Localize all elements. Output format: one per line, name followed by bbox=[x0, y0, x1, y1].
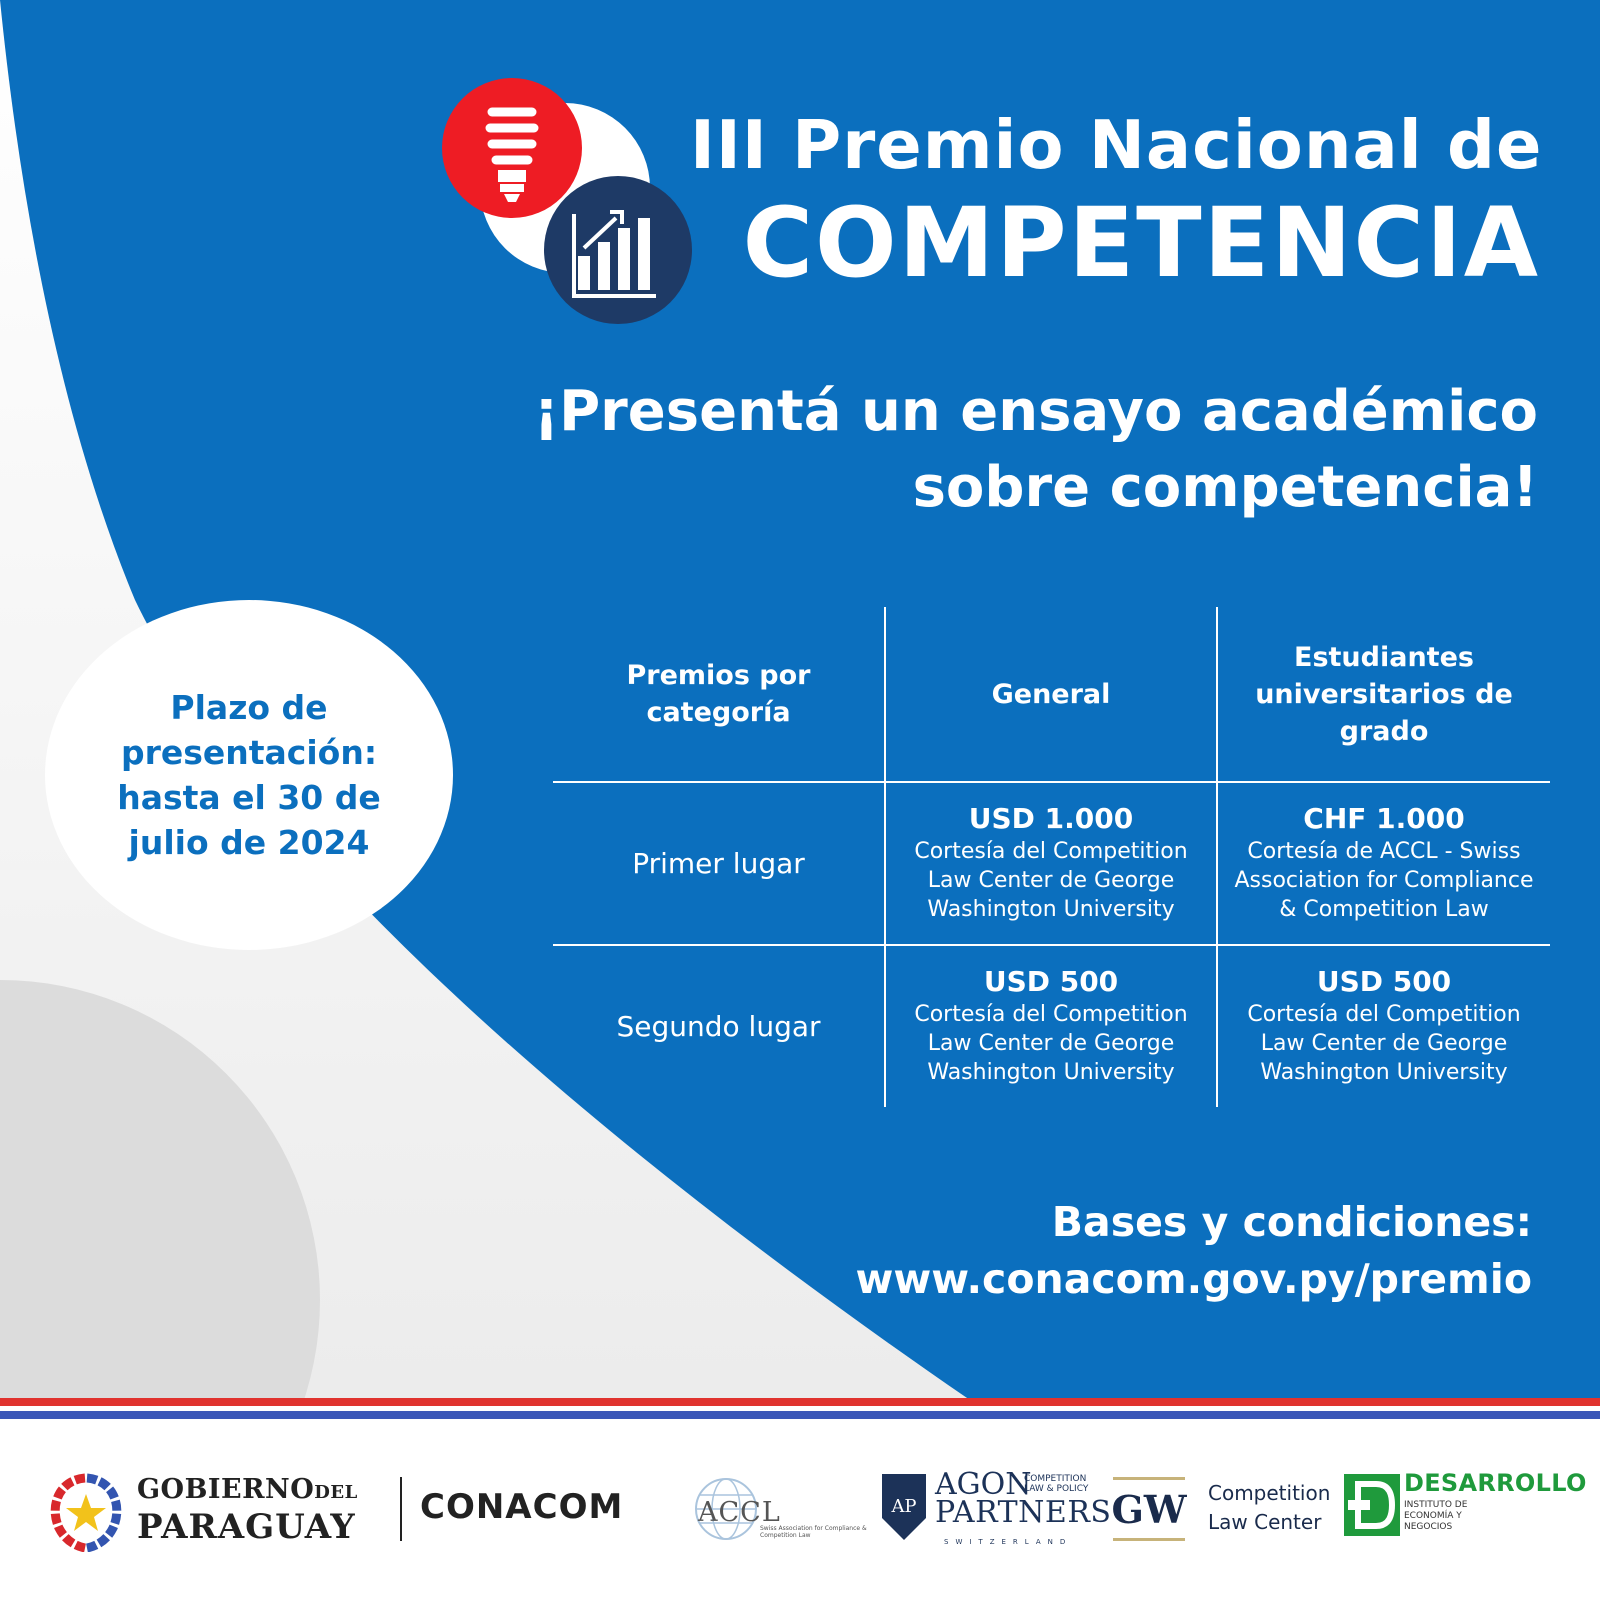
partners-name: PARTNERS bbox=[935, 1495, 1112, 1530]
bar-chart-icon bbox=[544, 176, 692, 324]
gw-text: GW bbox=[1111, 1486, 1187, 1532]
clc-line1: Competition bbox=[1208, 1481, 1331, 1505]
desarrollo-name: DESARROLLO bbox=[1404, 1469, 1587, 1497]
prize-sponsor: Cortesía de ACCL - Swiss Association for Compliance & Competition Law bbox=[1234, 839, 1534, 922]
sponsor-footer bbox=[0, 1419, 1600, 1600]
deadline-bubble bbox=[45, 600, 453, 950]
prize-amount: USD 500 bbox=[1316, 965, 1452, 998]
desarrollo-subtitle: INSTITUTO DE ECONOMÍA Y NEGOCIOS bbox=[1404, 1500, 1468, 1532]
conacom-logo: CONACOM bbox=[420, 1487, 624, 1527]
accl-logo bbox=[690, 1469, 867, 1549]
award-title-line1: III Premio Nacional de bbox=[690, 106, 1543, 184]
desarrollo-mark-icon bbox=[1344, 1474, 1400, 1536]
table-header-general bbox=[886, 607, 1216, 781]
prize-amount: CHF 1.000 bbox=[1303, 802, 1465, 835]
table-header-text: Estudiantes universitarios de grado bbox=[1255, 641, 1513, 747]
terms-info bbox=[760, 1194, 1532, 1308]
table-header-text: General bbox=[991, 678, 1111, 710]
row-label-text: Primer lugar bbox=[632, 846, 805, 880]
prize-amount: USD 1.000 bbox=[968, 802, 1134, 835]
competition-law-center-logo bbox=[1208, 1479, 1330, 1537]
del-word: DEL bbox=[314, 1482, 358, 1503]
agon-monogram: AP bbox=[891, 1496, 917, 1517]
table-row-label bbox=[553, 946, 884, 1107]
award-title-line2: COMPETENCIA bbox=[742, 187, 1540, 299]
lightbulb-icon bbox=[442, 78, 582, 218]
agon-country: SWITZERLAND bbox=[944, 1538, 1073, 1546]
paraguay-text: PARAGUAY bbox=[137, 1507, 356, 1547]
table-header-category bbox=[553, 607, 884, 781]
prize-amount: USD 500 bbox=[983, 965, 1119, 998]
table-row-label bbox=[553, 783, 884, 944]
call-to-action-line1: ¡Presentá un ensayo académico bbox=[533, 379, 1538, 444]
gobierno-word: GOBIERNO bbox=[137, 1474, 315, 1505]
table-header-text: Premios por categoría bbox=[626, 660, 811, 728]
shield-icon bbox=[882, 1474, 926, 1540]
agon-name: AGON bbox=[935, 1467, 1032, 1502]
clc-line2: Law Center bbox=[1208, 1510, 1322, 1534]
flag-stripe-red bbox=[0, 1398, 1600, 1406]
gobierno-text bbox=[137, 1474, 358, 1505]
desarrollo-logo bbox=[1344, 1469, 1587, 1544]
table-cell-prize bbox=[1218, 783, 1550, 944]
call-to-action bbox=[480, 374, 1538, 526]
prize-sponsor: Cortesía del Competition Law Center de George Washington University bbox=[914, 839, 1188, 922]
prize-sponsor: Cortesía del Competition Law Center de George Washington University bbox=[1247, 1002, 1521, 1085]
accl-name: ACCL bbox=[698, 1497, 781, 1528]
award-logo-mark bbox=[440, 78, 700, 328]
prize-table bbox=[553, 607, 1550, 1107]
agon-partners-logo bbox=[882, 1467, 1112, 1554]
national-seal-icon bbox=[45, 1472, 127, 1552]
gw-logo bbox=[1113, 1477, 1185, 1541]
table-cell-prize bbox=[1218, 946, 1550, 1107]
flag-stripe-blue bbox=[0, 1411, 1600, 1419]
call-to-action-line2: sobre competencia! bbox=[912, 455, 1538, 520]
deadline-text: Plazo de presentación: hasta el 30 de julio de 2024 bbox=[117, 688, 381, 862]
gobierno-paraguay-logo bbox=[45, 1472, 395, 1552]
logo-separator bbox=[400, 1477, 402, 1541]
agon-tagline: COMPETITION LAW & POLICY bbox=[1024, 1474, 1089, 1494]
table-header-students bbox=[1218, 607, 1550, 781]
prize-sponsor: Cortesía del Competition Law Center de George Washington University bbox=[914, 1002, 1188, 1085]
table-cell-prize bbox=[886, 783, 1216, 944]
terms-heading: Bases y condiciones: bbox=[1051, 1198, 1532, 1246]
table-cell-prize bbox=[886, 946, 1216, 1107]
row-label-text: Segundo lugar bbox=[616, 1009, 821, 1043]
terms-url-link[interactable]: www.conacom.gov.py/premio bbox=[855, 1255, 1532, 1303]
accl-subtitle: Swiss Association for Compliance & Competition Law bbox=[760, 1525, 867, 1539]
